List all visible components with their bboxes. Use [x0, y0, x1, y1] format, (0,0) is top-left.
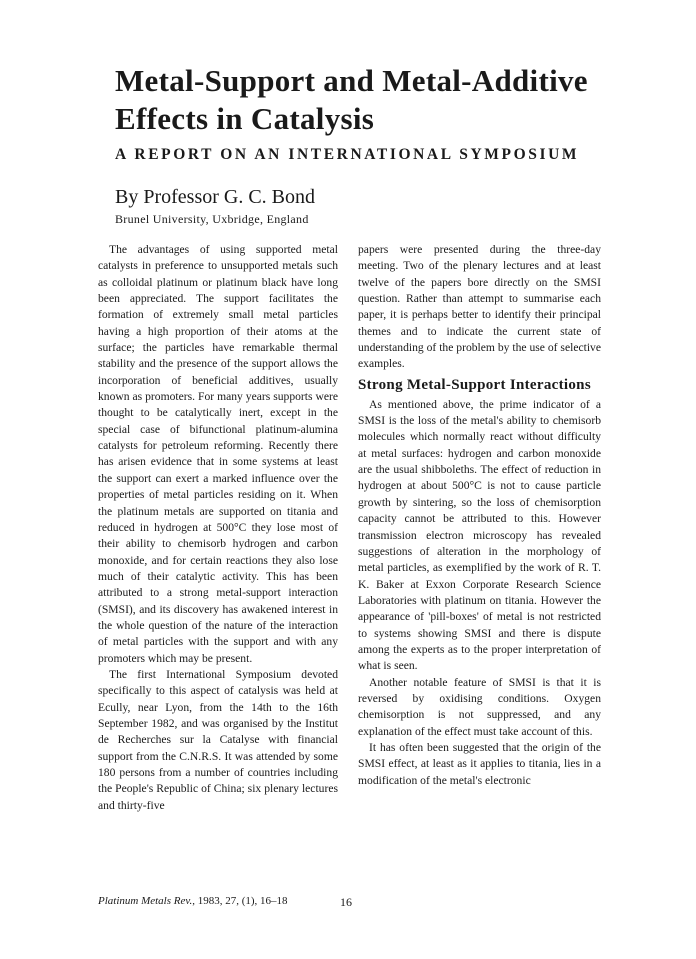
- author-affiliation: Brunel University, Uxbridge, England: [115, 212, 309, 226]
- citation-details: , 1983, 27, (1), 16–18: [192, 895, 288, 907]
- journal-citation: [98, 895, 288, 907]
- paragraph: Another notable feature of SMSI is that it is reversed by oxidising conditions. Oxygen chemisorption is not suppressed, and any explanation of the effect must take account of this.: [358, 675, 601, 738]
- section-heading: Strong Metal-Support Interactions: [358, 376, 591, 393]
- author-byline: By Professor G. C. Bond: [115, 186, 316, 208]
- journal-name: Platinum Metals Rev.: [98, 895, 193, 907]
- paragraph: It has often been suggested that the origin of the SMSI effect, at least as it applies to titania, lies in a modification of the metal's electronic: [358, 740, 601, 787]
- paragraph: As mentioned above, the prime indicator of a SMSI is the loss of the metal's ability to chemisorb molecules which normally react without difficulty at metal surfaces: hydrogen and carbon monoxide are the usual shibboleths. The effect of reduction in hydrogen at about 500°C is not to cause particle growth by sintering, so the loss of chemisorption capacity cannot be attributed to this. However transmission electron microscopy has revealed suggestions of alteration in the morphology of metal particles, as exemplified by the work of R. T. K. Baker at Exxon Corporate Research Science Laboratories with platinum on titania. However the appearance of 'pill-boxes' of metal is not restricted to systems showing SMSI and there is dispute among the experts as to the proper interpretation of what is seen.: [358, 397, 601, 673]
- article-title: Metal-Support and Metal-Additive Effects in Catalysis: [115, 63, 588, 136]
- paragraph: papers were presented during the three-day meeting. Two of the plenary lectures and at least twelve of the papers bore directly on the SMSI question. Rather than attempt to summarise each paper, it is perhaps better to identify their principal themes and to indicate the current state of understanding of the problem by the use of selective examples.: [358, 243, 601, 371]
- paragraph: The first International Symposium devoted specifically to this aspect of catalysis was held at Ecully, near Lyon, from the 14th to the 16th September 1982, and was organised by the Institut de Recherches sur la Catalyse with financial support from the C.N.R.S. It was attended by some 180 persons from a number of countries including the People's Republic of China; six plenary lectures and thirty-five: [98, 667, 338, 812]
- article-subtitle: A REPORT ON AN INTERNATIONAL SYMPOSIUM: [115, 146, 580, 163]
- left-column: [98, 242, 338, 814]
- right-column: [358, 242, 601, 789]
- page-number: 16: [340, 895, 352, 909]
- paragraph: The advantages of using supported metal catalysts in preference to unsupported metals such as colloidal platinum or platinum black have long been appreciated. The support facilitates the formation of extremely small metal particles having a high proportion of their atoms at the surface; the particles have remarkable thermal stability and the presence of the support allows the incorporation of beneficial additives, usually known as promoters. For many years supports were thought to be catalytically inert, except in the special case of bifunctional platinum-alumina catalysts for petroleum reforming. Recently there has arisen evidence that in some systems at least the support can exert a marked influence over the properties of metal particles residing on it. When the platinum metals are supported on titania and reduced in hydrogen at 500°C they lose most of their ability to chemisorb hydrogen and carbon monoxide, and for certain reactions they also lose much of their catalytic activity. This has been attributed to a strong metal-support interaction (SMSI), and its discovery has awakened interest in the whole question of the nature of the interaction of metal particles with the support and with any promoters which may be present.: [98, 243, 338, 665]
